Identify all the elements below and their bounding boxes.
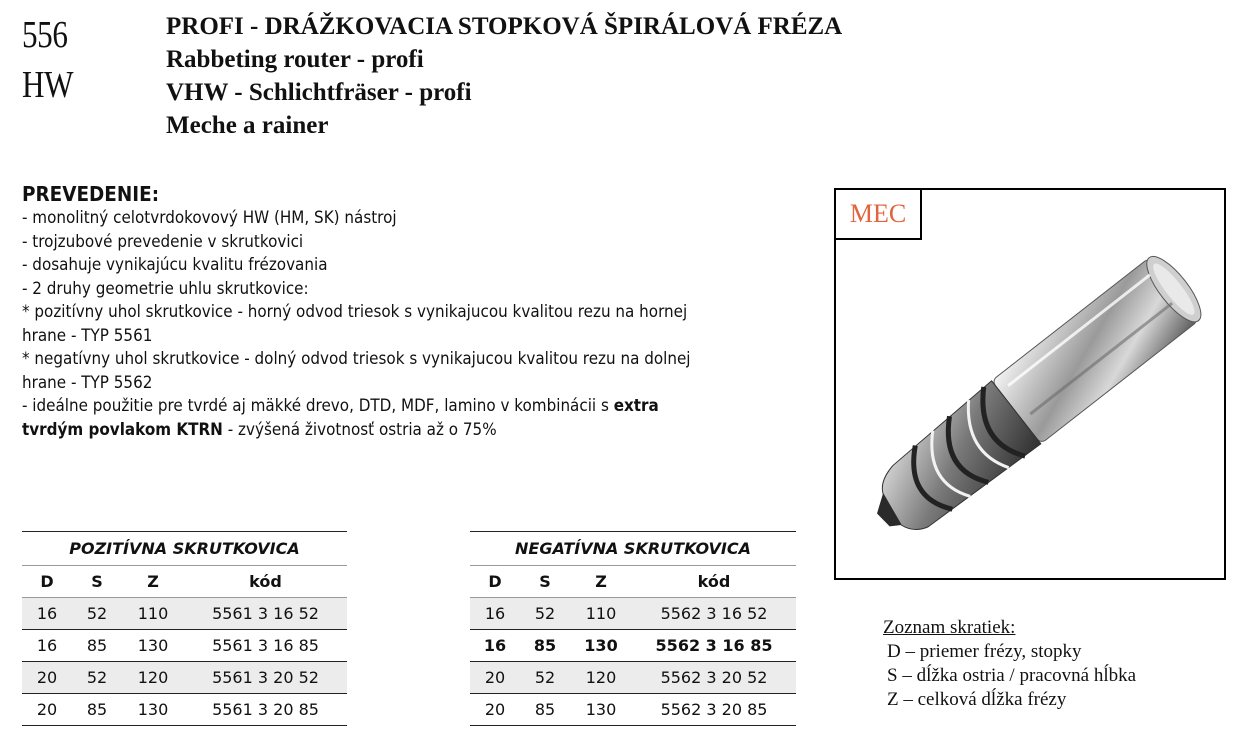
legend-item-s: S – dĺžka ostria / pracovná hĺbka — [887, 665, 1137, 686]
title-slovak: PROFI - DRÁŽKOVACIA STOPKOVÁ ŠPIRÁLOVÁ FRÉZA — [166, 13, 843, 40]
cell-d: 16 — [470, 598, 520, 630]
feature-line: * negatívny uhol skrutkovice - dolný odvod triesok s vynikajucou kvalitou rezu na dolnej — [22, 349, 691, 368]
feature-line: - monolitný celotvrdokovový HW (HM, SK) nástroj — [22, 208, 397, 227]
cell-z: 120 — [122, 662, 184, 694]
cell-s: 85 — [520, 694, 570, 726]
cell-z: 130 — [570, 694, 632, 726]
table-row — [22, 694, 347, 726]
cell-s: 85 — [72, 694, 122, 726]
title-english: Rabbeting router - profi — [166, 46, 424, 73]
table-caption: NEGATÍVNA SKRUTKOVICA — [470, 532, 796, 566]
cell-d: 16 — [22, 630, 72, 662]
title-french: Meche a rainer — [166, 112, 329, 139]
product-code — [22, 10, 73, 110]
brand-label: MEC — [836, 190, 922, 240]
cell-d: 20 — [22, 662, 72, 694]
cell-z: 130 — [122, 694, 184, 726]
feature-line: - trojzubové prevedenie v skrutkovici — [22, 231, 304, 251]
feature-coating-bold-1: extra — [613, 396, 659, 415]
table-row — [22, 662, 347, 694]
cell-s: 52 — [72, 662, 122, 694]
title-german: VHW - Schlichtfräser - profi — [166, 79, 472, 106]
column-header-d: D — [22, 566, 72, 598]
cell-z: 110 — [570, 598, 632, 630]
cell-code: 5561 3 20 52 — [184, 662, 347, 694]
cell-z: 130 — [122, 630, 184, 662]
spiral-router-bit-icon — [836, 190, 1224, 578]
table-row — [470, 694, 796, 726]
cell-s: 52 — [520, 598, 570, 630]
table-row — [470, 662, 796, 694]
table-row — [470, 598, 796, 630]
cell-code: 5562 3 16 85 — [632, 630, 796, 662]
cell-s: 52 — [520, 662, 570, 694]
table-caption: POZITÍVNA SKRUTKOVICA — [22, 532, 347, 566]
column-header-s: S — [520, 566, 570, 598]
feature-coating-bold-2: tvrdým povlakom KTRN — [22, 419, 223, 439]
product-image-box — [834, 188, 1226, 580]
product-code-material: HW — [22, 64, 74, 106]
feature-line: - dosahuje vynikajúcu kvalitu frézovania — [22, 255, 328, 274]
cell-code: 5561 3 16 52 — [184, 598, 347, 630]
negative-spiral-table — [470, 531, 796, 726]
cell-code: 5561 3 16 85 — [184, 630, 347, 662]
cell-s: 85 — [520, 630, 570, 662]
positive-spiral-table — [22, 531, 347, 726]
legend-item-z: Z – celková dĺžka frézy — [887, 689, 1067, 710]
cell-z: 120 — [570, 662, 632, 694]
cell-d: 20 — [470, 662, 520, 694]
column-header-code: kód — [184, 566, 347, 598]
feature-line: - 2 druhy geometrie uhlu skrutkovice: — [22, 278, 309, 298]
cell-z: 110 — [122, 598, 184, 630]
column-header-code: kód — [632, 566, 796, 598]
legend-title: Zoznam skratiek: — [883, 617, 1016, 638]
cell-d: 16 — [470, 630, 520, 662]
table-row — [22, 630, 347, 662]
cell-d: 20 — [470, 694, 520, 726]
cell-z: 130 — [570, 630, 632, 662]
column-header-d: D — [470, 566, 520, 598]
feature-coating-tail: - zvýšená životnosť ostria až o 75% — [222, 419, 497, 439]
features-section — [22, 182, 749, 441]
cell-code: 5562 3 20 85 — [632, 694, 796, 726]
cell-code: 5562 3 16 52 — [632, 598, 796, 630]
features-heading: PREVEDENIE: — [22, 182, 160, 206]
column-header-z: Z — [122, 566, 184, 598]
feature-line-coating — [22, 394, 749, 441]
product-titles — [166, 10, 842, 142]
table-row-highlighted — [470, 630, 796, 662]
column-header-z: Z — [570, 566, 632, 598]
cell-code: 5561 3 20 85 — [184, 694, 347, 726]
feature-coating-text: - ideálne použitie pre tvrdé aj mäkké drevo, DTD, MDF, lamino v kombinácii s — [22, 396, 614, 415]
table-row — [22, 598, 347, 630]
cell-d: 16 — [22, 598, 72, 630]
feature-line: hrane - TYP 5561 — [22, 325, 153, 345]
product-code-number: 556 — [22, 14, 68, 56]
abbreviation-legend — [883, 616, 1136, 712]
legend-item-d: D – priemer frézy, stopky — [887, 641, 1082, 662]
cell-d: 20 — [22, 694, 72, 726]
cell-s: 85 — [72, 630, 122, 662]
cell-s: 52 — [72, 598, 122, 630]
feature-line: hrane - TYP 5562 — [22, 372, 153, 392]
feature-line: * pozitívny uhol skrutkovice - horný odvod triesok s vynikajucou kvalitou rezu na hornej — [22, 302, 688, 321]
column-header-s: S — [72, 566, 122, 598]
cell-code: 5562 3 20 52 — [632, 662, 796, 694]
